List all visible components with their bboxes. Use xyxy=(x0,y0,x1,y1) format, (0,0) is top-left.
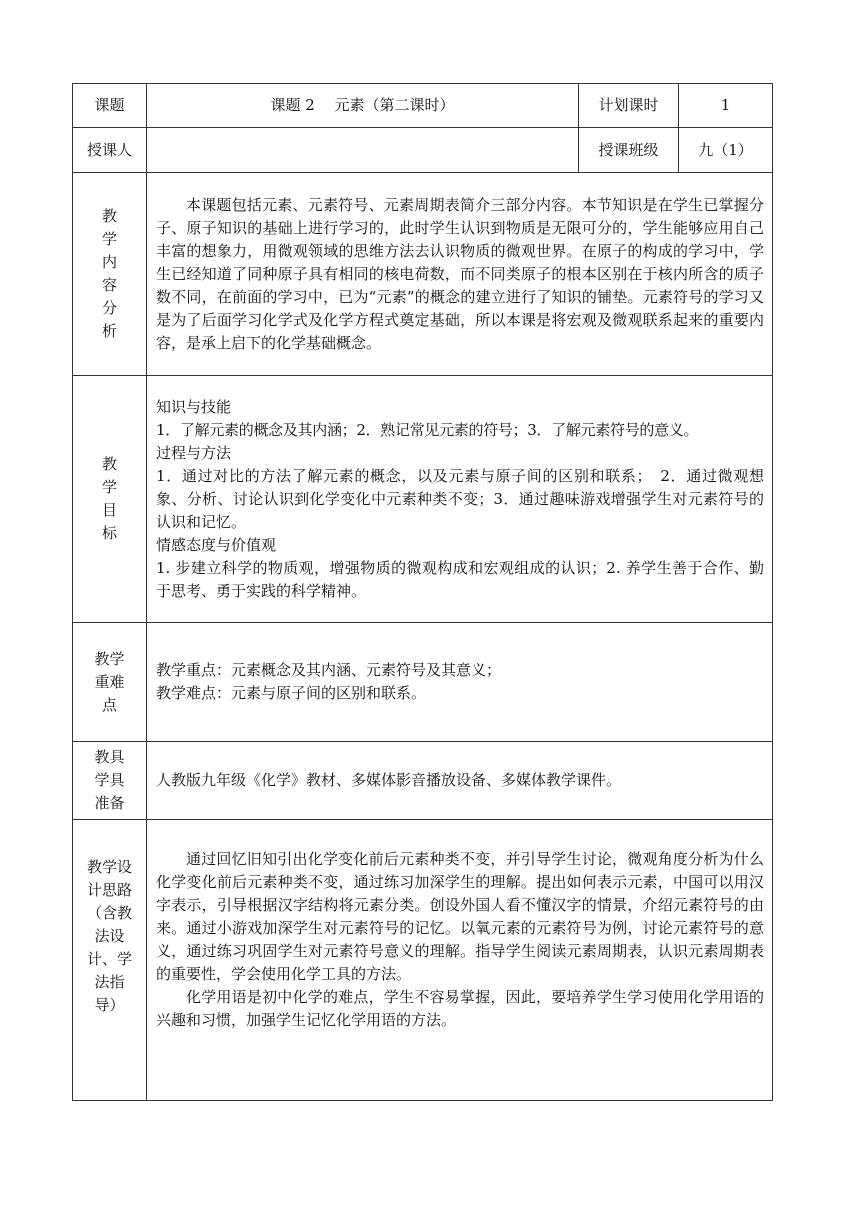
lesson-plan-document xyxy=(72,83,772,1101)
objective-heading-attitude: 情感态度与价值观 xyxy=(156,535,277,554)
key-point-focus: 教学重点：元素概念及其内涵、元素符号及其意义； xyxy=(156,661,502,679)
content-analysis-text-cell xyxy=(147,173,773,376)
topic-label: 课题 xyxy=(73,84,147,128)
tools-text-cell xyxy=(147,742,773,820)
key-points-label: 教学 重难 点 xyxy=(73,623,147,742)
content-analysis-row xyxy=(73,173,773,376)
design-text-cell xyxy=(147,820,773,1101)
lesson-plan-table xyxy=(72,83,773,1101)
content-analysis-label: 教 学 内 容 分 析 xyxy=(73,173,147,376)
design-row xyxy=(73,820,773,1101)
content-analysis-text: 本课题包括元素、元素符号、元素周期表简介三部分内容。本节知识是在学生已掌握分子、原子知识的基础上进行学习的，此时学生认识到物质是无限可分的，学生能够应用自己丰富的想象力，用微观领域的思维方法去认识物质的微观世界。在原子的构成的学习中，学生已经知道了同种原子具有相同的核电荷数，而不同类原子的根本区别在于核内所含的质子数不同，在前面的学习中，已为“元素”的概念的建立进行了知识的铺垫。元素符号的学习又是为了后面学习化学式及化学方程式奠定基础，所以本课是将宏观及微观联系起来的重要内容，是承上启下的化学基础概念。 xyxy=(156,195,764,352)
objectives-text-cell xyxy=(147,376,773,623)
teacher-label: 授课人 xyxy=(73,128,147,173)
objectives-label: 教 学 目 标 xyxy=(73,376,147,623)
key-points-text-cell xyxy=(147,623,773,742)
planned-hours-value: 1 xyxy=(679,84,773,128)
class-label: 授课班级 xyxy=(579,128,679,173)
teacher-row xyxy=(73,128,773,173)
design-paragraph-1: 通过回忆旧知引出化学变化前后元素种类不变，并引导学生讨论，微观角度分析为什么化学变化前后元素种类不变，通过练习加深学生的理解。提出如何表示元素，中国可以用汉字表示，引导根据汉字结构将元素分类。创设外国人看不懂汉字的情景，介绍元素符号的由来。通过小游戏加深学生对元素符号的记忆。以氧元素的元素符号为例，讨论元素符号的意义，通过练习巩固学生对元素符号意义的理解。指导学生阅读元素周期表，认识元素周期表的重要性，学会使用化学工具的方法。 xyxy=(156,850,764,983)
objective-attitude-text: 1. 步建立科学的物质观，增强物质的微观构成和宏观组成的认识；2. 养学生善于合作、勤于思考、勇于实践的科学精神。 xyxy=(156,558,764,600)
planned-hours-label: 计划课时 xyxy=(579,84,679,128)
topic-row xyxy=(73,84,773,128)
tools-text: 人教版九年级《化学》教材、多媒体影音播放设备、多媒体教学课件。 xyxy=(156,771,622,789)
key-points-row xyxy=(73,623,773,742)
objective-process-text: 1．通过对比的方法了解元素的概念，以及元素与原子间的区别和联系； 2．通过微观想象、分析、讨论认识到化学变化中元素种类不变；3．通过趣味游戏增强学生对元素符号的认识和记忆。 xyxy=(156,466,764,531)
key-point-difficulty: 教学难点：元素与原子间的区别和联系。 xyxy=(156,684,427,702)
tools-row xyxy=(73,742,773,820)
topic-value: 课题 2 元素（第二课时） xyxy=(147,84,579,128)
design-paragraph-2: 化学用语是初中化学的难点，学生不容易掌握，因此，要培养学生学习使用化学用语的兴趣和习惯，加强学生记忆化学用语的方法。 xyxy=(156,988,764,1029)
tools-label: 教具 学具 准备 xyxy=(73,742,147,820)
objective-heading-knowledge: 知识与技能 xyxy=(156,397,232,416)
design-label: 教学设 计思路 （含教 法设 计、学 法指 导） xyxy=(73,820,147,1101)
objective-knowledge-text: 1．了解元素的概念及其内涵；2．熟记常见元素的符号；3．了解元素符号的意义。 xyxy=(156,420,699,439)
objective-heading-process: 过程与方法 xyxy=(156,443,232,462)
objectives-row xyxy=(73,376,773,623)
teacher-value xyxy=(147,128,579,173)
class-value: 九（1） xyxy=(679,128,773,173)
